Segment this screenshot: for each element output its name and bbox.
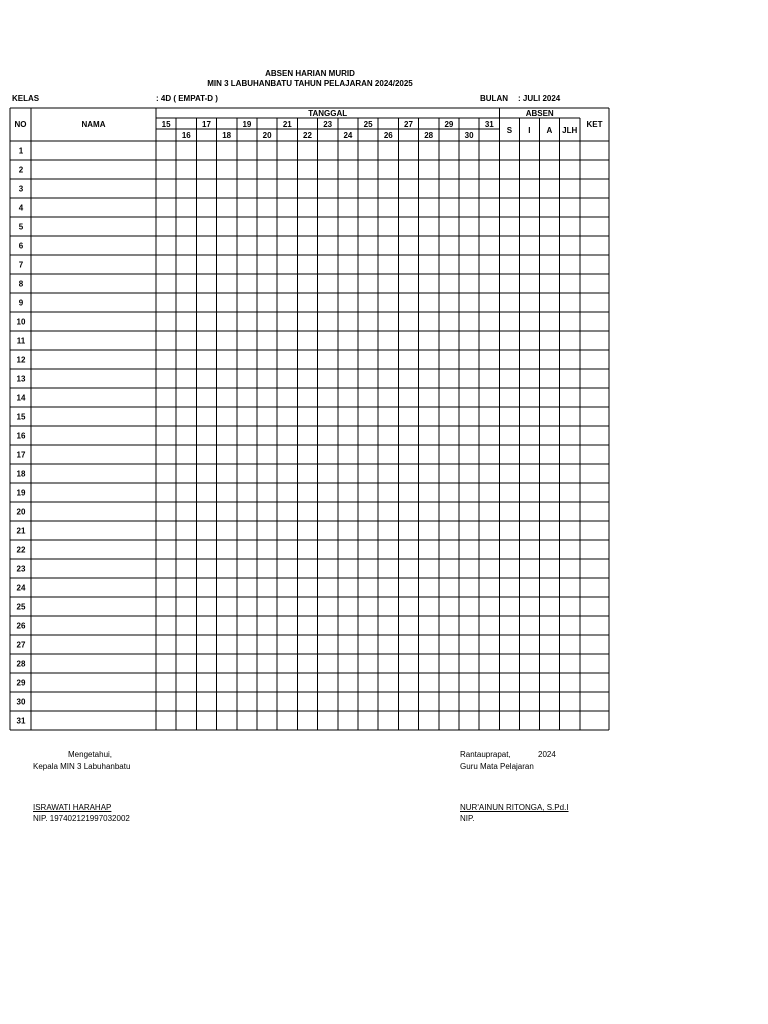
row-number-27: 27 (16, 640, 26, 650)
row-number-2: 2 (18, 165, 24, 175)
date-18: 18 (222, 131, 232, 140)
document-title: ABSEN HARIAN MURID (265, 69, 355, 78)
row-number-25: 25 (16, 602, 26, 612)
guru-title: Guru Mata Pelajaran (460, 762, 534, 771)
date-30: 30 (464, 131, 474, 140)
row-number-28: 28 (16, 659, 26, 669)
absen-col-i: I (528, 126, 531, 135)
row-number-29: 29 (16, 678, 26, 688)
row-number-17: 17 (16, 450, 26, 460)
kelas-label: KELAS (12, 94, 40, 103)
row-number-8: 8 (18, 279, 24, 289)
header-tanggal: TANGGAL (308, 109, 348, 118)
place-date: Rantauprapat, (460, 750, 511, 759)
date-25: 25 (363, 120, 373, 129)
date-24: 24 (343, 131, 353, 140)
row-number-19: 19 (16, 488, 26, 498)
row-number-1: 1 (18, 146, 24, 156)
absen-col-a: A (546, 126, 553, 135)
document-subtitle: MIN 3 LABUHANBATU TAHUN PELAJARAN 2024/2025 (207, 79, 413, 88)
row-number-22: 22 (16, 545, 26, 555)
kelas-value: : 4D ( EMPAT-D ) (156, 94, 218, 103)
row-number-23: 23 (16, 564, 26, 574)
date-16: 16 (181, 131, 191, 140)
date-22: 22 (303, 131, 312, 140)
row-number-26: 26 (16, 621, 26, 631)
row-number-7: 7 (18, 260, 24, 270)
date-21: 21 (282, 120, 292, 129)
date-28: 28 (424, 131, 434, 140)
header-absen: ABSEN (525, 109, 554, 118)
row-number-16: 16 (16, 431, 26, 441)
row-number-21: 21 (16, 526, 26, 536)
row-number-15: 15 (16, 412, 26, 422)
row-number-14: 14 (16, 393, 26, 403)
date-26: 26 (383, 131, 393, 140)
row-number-24: 24 (16, 583, 26, 593)
row-number-20: 20 (16, 507, 26, 517)
header-ket: KET (586, 120, 603, 129)
guru-nip: NIP. (460, 814, 475, 823)
row-number-30: 30 (16, 697, 26, 707)
date-17: 17 (202, 120, 211, 129)
kepala-name: ISRAWATI HARAHAP (33, 803, 112, 812)
row-number-13: 13 (16, 374, 26, 384)
row-number-31: 31 (16, 716, 26, 726)
bulan-label: BULAN (480, 94, 508, 103)
header-no: NO (14, 120, 27, 129)
date-23: 23 (323, 120, 333, 129)
signature-year: 2024 (538, 750, 556, 759)
date-15: 15 (161, 120, 171, 129)
date-31: 31 (484, 120, 494, 129)
absen-col-jlh: JLH (562, 126, 578, 135)
row-number-9: 9 (18, 298, 24, 308)
absen-col-s: S (506, 126, 513, 135)
row-number-6: 6 (18, 241, 24, 251)
guru-name: NUR'AINUN RITONGA, S.Pd.I (460, 803, 569, 812)
date-27: 27 (404, 120, 413, 129)
row-number-3: 3 (18, 184, 24, 194)
date-29: 29 (444, 120, 454, 129)
row-number-12: 12 (16, 355, 26, 365)
date-20: 20 (262, 131, 272, 140)
header-nama: NAMA (81, 120, 106, 129)
row-number-4: 4 (18, 203, 24, 213)
row-number-18: 18 (16, 469, 26, 479)
bulan-value: : JULI 2024 (518, 94, 561, 103)
row-number-11: 11 (16, 336, 26, 346)
mengetahui-label: Mengetahui, (68, 750, 113, 759)
kepala-title: Kepala MIN 3 Labuhanbatu (33, 762, 131, 771)
date-19: 19 (242, 120, 252, 129)
row-number-10: 10 (16, 317, 26, 327)
row-number-5: 5 (18, 222, 24, 232)
kepala-nip: NIP. 197402121997032002 (33, 814, 130, 823)
